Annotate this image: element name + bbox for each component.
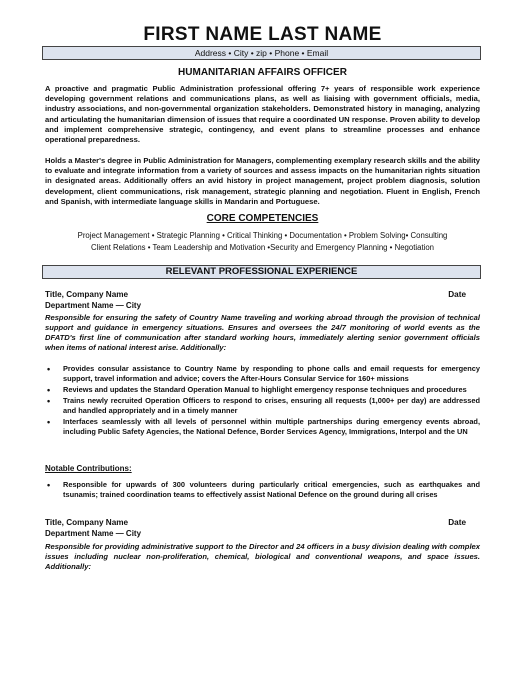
notable-contributions-heading: Notable Contributions: [45, 464, 132, 473]
job-2-title: Title, Company Name [45, 518, 129, 527]
job-2-date: Date [448, 518, 466, 527]
list-item: • Provides consular assistance to Country Name by responding to phone calls and email requests for emergency support, travel information and advice; covers the After-Hours Consular Service for 160+ missions [47, 364, 480, 383]
bullet-icon: • [47, 417, 51, 427]
competencies-line-1: Project Management • Strategic Planning • Critical Thinking • Documentation • Problem Solving• Consulting [77, 231, 448, 240]
job-1-description [45, 313, 480, 353]
summary-paragraph-1: A proactive and pragmatic Public Administration professional offering 7+ years of responsible work experience developing government relations and communications plans, as well as liaising with government officials, media, industry associations, and non-governmental organization stakeholders. Demonstrated history in managing, analyzing and articulating the humanitarian dimension of issues that require a coordinated UN response. Proven ability to develop and implement comprehensive strategic, contingency, and event plans to streamline processes and enhance operational preparedness. [45, 84, 480, 145]
list-item: • Interfaces seamlessly with all levels of personnel within multiple partnerships during emergency events abroad, including Public Safety Agencies, the National Defence, Border Services Agency, Immigrations, Interpol and the UN [47, 417, 480, 436]
core-competencies-heading: CORE COMPETENCIES [206, 213, 319, 224]
job-1-title-row [45, 290, 466, 299]
job-1-department: Department Name — City [45, 301, 142, 310]
job-1-description-text: Responsible for ensuring the safety of Country Name traveling and working abroad through the provision of technical support and guidance in emergency situations. Ensures and oversees the 24/7 monitoring of world events as the DFATD's first line of communication after standard working hours, immediately alerting senior government officials when items of national interest arise. [45, 313, 480, 352]
job-1-title: Title, Company Name [45, 290, 129, 299]
job-1-description-tail: Additionally: [180, 343, 227, 352]
job-2-description-tail: Additionally: [45, 562, 91, 571]
job-2-description-text: Responsible for providing administrative support to the Director and 24 officers in a busy division dealing with complex issues including nuclear non-proliferation, chemical, biological and conventional weapons, and space issues. [45, 542, 480, 561]
bullet-icon: • [47, 480, 51, 490]
list-item: • Trains newly recruited Operation Officers to respond to crises, ensuring all requests (1,000+ per day) are addressed and handled appropriately and in a timely manner [47, 396, 480, 415]
summary-paragraph-2: Holds a Master's degree in Public Administration for Managers, complementing exemplary research skills and the ability to evaluate and integrate information from a variety of sources and assess impacts on the humanitarian rights situation in designated areas. Additionally offers an avid history in project management, project problem diagnosis, solution development, client communications, risk management, strategic planning and negotiation. Fluent in English, French and Spanish, with intermediate language skills in Mandarin and Portuguese. [45, 156, 480, 206]
job-title: HUMANITARIAN AFFAIRS OFFICER [178, 67, 347, 78]
job-2-description [45, 542, 480, 572]
job-1-bullets [45, 364, 480, 438]
contact-bar: Address • City • zip • Phone • Email [42, 46, 481, 60]
list-item: • Reviews and updates the Standard Operation Manual to highlight emergency response techniques and procedures [47, 385, 467, 395]
bullet-icon: • [47, 364, 51, 374]
candidate-name: FIRST NAME LAST NAME [143, 24, 382, 45]
list-item: • Responsible for upwards of 300 volunteers during particularly critical emergencies, such as earthquakes and tsunamis; trained coordination teams to effectively assist National Defence on the ground during all crises [47, 480, 480, 499]
competencies-line-2: Client Relations • Team Leadership and Motivation •Security and Emergency Planning • Negotiation [90, 243, 435, 252]
job-1-date: Date [448, 290, 466, 299]
job-2-title-row [45, 518, 466, 527]
job-2-department: Department Name — City [45, 529, 142, 538]
experience-heading-bar: RELEVANT PROFESSIONAL EXPERIENCE [42, 265, 481, 279]
bullet-icon: • [47, 396, 51, 406]
bullet-icon: • [47, 385, 51, 395]
notable-contributions-list [45, 480, 480, 501]
